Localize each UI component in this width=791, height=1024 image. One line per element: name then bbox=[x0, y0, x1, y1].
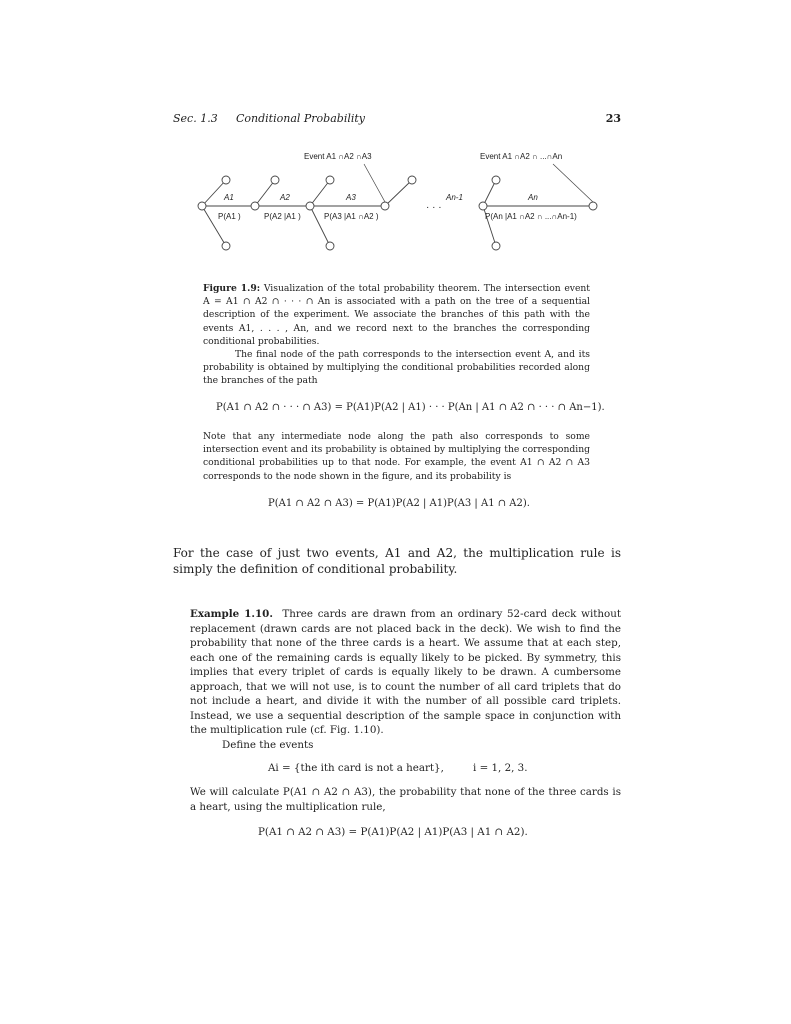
probability-tree-figure bbox=[180, 140, 620, 260]
equation-index-range: i = 1, 2, 3. bbox=[473, 762, 528, 774]
equation-card-example: P(A1 ∩ A2 ∩ A3) = P(A1)P(A2 | A1)P(A3 | A1 ∩ A2). bbox=[258, 826, 528, 838]
tree-node bbox=[479, 202, 487, 210]
body-paragraph: For the case of just two events, A1 and A2, the multiplication rule is simply the definition of conditional probability. bbox=[173, 546, 621, 576]
tree-node bbox=[198, 202, 206, 210]
tree-node bbox=[408, 176, 416, 184]
figure-caption-label: Figure 1.9: bbox=[203, 283, 261, 294]
tree-node bbox=[271, 176, 279, 184]
tree-node bbox=[326, 176, 334, 184]
prob-label-1: P(A1 ) bbox=[218, 212, 241, 221]
equation-event-definition: Ai = {the ith card is not a heart}, bbox=[268, 762, 444, 774]
tree-node bbox=[222, 176, 230, 184]
tree-node bbox=[589, 202, 597, 210]
tree-node bbox=[492, 176, 500, 184]
branch-label-a1: A1 bbox=[224, 193, 234, 202]
tree-node bbox=[492, 242, 500, 250]
example-para1: Three cards are drawn from an ordinary 52-card deck without replacement (drawn cards are not placed back in the deck). We wish to find the probability that none of the three cards is a heart. We assume that at each step, each one of the remaining cards is equally likely to be picked. By symmetry, this implies that every triplet of cards is equally likely to be drawn. A cumbersome approach, that we will not use, is to count the number of all card triplets that do not include a heart, and divide it with the number of all possible card triplets. Instead, we use a sequential description of the sample space in conjunction with the multiplication rule (cf. Fig. 1.10). bbox=[190, 608, 621, 736]
example-para3: We will calculate P(A1 ∩ A2 ∩ A3), the probability that none of the three cards is a heart, using the multiplication rule, bbox=[190, 786, 621, 813]
branch-label-a3: A3 bbox=[346, 193, 356, 202]
branch-label-a2: A2 bbox=[280, 193, 290, 202]
example-para2: Define the events bbox=[222, 738, 314, 751]
figure-caption-para2: The final node of the path corresponds to the intersection event A, and its probability is obtained by multiplying the conditional probabilities recorded along the branches of the path bbox=[203, 349, 590, 387]
tree-node bbox=[381, 202, 389, 210]
prob-label-n: P(An |A1 ∩A2 ∩ ...∩An-1) bbox=[485, 212, 577, 221]
equation-three-events: P(A1 ∩ A2 ∩ A3) = P(A1)P(A2 | A1)P(A3 | A1 ∩ A2). bbox=[268, 498, 530, 509]
page-number: 23 bbox=[605, 112, 621, 125]
running-header-section: Sec. 1.3 bbox=[173, 112, 218, 125]
prob-label-3: P(A3 |A1 ∩A2 ) bbox=[324, 212, 379, 221]
branch-label-an: An bbox=[528, 193, 538, 202]
running-header-title: Conditional Probability bbox=[236, 112, 366, 125]
example-block bbox=[190, 607, 621, 752]
figure-caption bbox=[203, 282, 590, 388]
tree-node bbox=[251, 202, 259, 210]
tree-node bbox=[222, 242, 230, 250]
figure-caption-para3: Note that any intermediate node along the path also corresponds to some intersection event and its probability is obtained by multiplying the corresponding conditional probabilities up to that node. For example, the event A1 ∩ A2 ∩ A3 corresponds to the node shown in the figure, and its probability is bbox=[203, 431, 590, 482]
prob-label-2: P(A2 |A1 ) bbox=[264, 212, 301, 221]
tree-node bbox=[326, 242, 334, 250]
tree-node bbox=[306, 202, 314, 210]
equation-general-product: P(A1 ∩ A2 ∩ · · · ∩ A3) = P(A1)P(A2 | A1) · · · P(An | A1 ∩ A2 ∩ · · · ∩ An−1). bbox=[216, 402, 605, 413]
figure-caption-para1: Visualization of the total probability theorem. The intersection event A = A1 ∩ A2 ∩ · · · ∩ An is associated with a path on the tree of a sequential description of the experiment. We associate the branches of this path with the events A1, . . . , An, and we record next to the branches the corresponding conditional probabilities. bbox=[203, 283, 590, 347]
event-label-a1-to-an: Event A1 ∩A2 ∩ ...∩An bbox=[480, 152, 563, 161]
event-label-a1a2a3: Event A1 ∩A2 ∩A3 bbox=[304, 152, 372, 161]
ellipsis: · · · bbox=[426, 202, 442, 213]
branch-label-an-1: An-1 bbox=[446, 193, 463, 202]
example-label: Example 1.10. bbox=[190, 608, 273, 620]
